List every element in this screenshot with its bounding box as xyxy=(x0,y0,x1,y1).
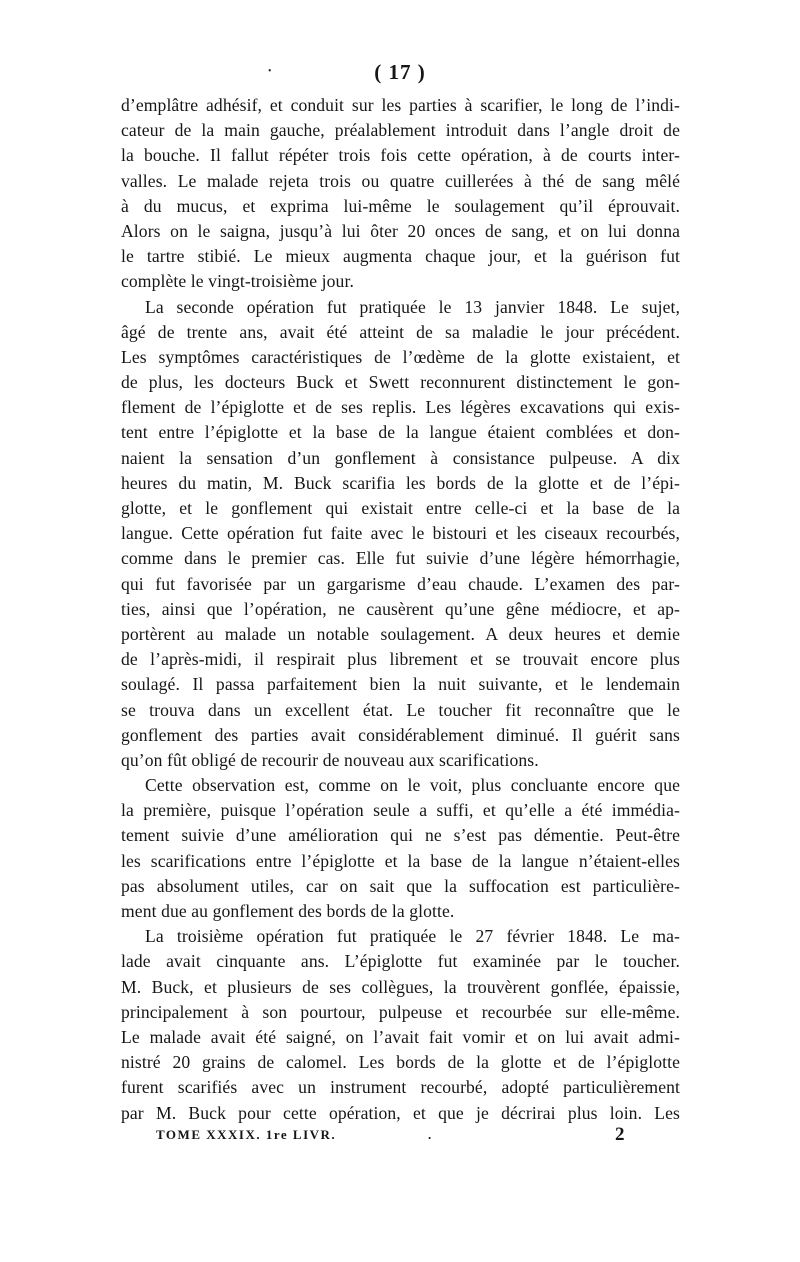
text-line: furent scarifiés avec un instrument recourbé, adopté particulièrement xyxy=(121,1077,680,1098)
text-line: lade avait cinquante ans. L’épiglotte fut examinée par le toucher. xyxy=(121,951,680,972)
text-line: langue. Cette opération fut faite avec le bistouri et les ciseaux recourbés, xyxy=(121,523,680,544)
text-line: soulagé. Il passa parfaitement bien la nuit suivante, et le lendemain xyxy=(121,674,680,695)
text-line: qu’on fût obligé de recourir de nouveau aux scarifications. xyxy=(121,749,539,770)
text-line: la première, puisque l’opération seule a suffi, et qu’elle a été immédia- xyxy=(121,800,680,821)
text-line: Le malade avait été saigné, on l’avait fait vomir et on lui avait admi- xyxy=(121,1026,680,1047)
page-number: ( 17 ) xyxy=(374,60,426,84)
text-line: glotte, et le gonflement qui existait entre celle-ci et la base de la xyxy=(121,498,680,518)
text-line: ties, ainsi que l’opération, ne causèrent qu’une gêne médiocre, et ap- xyxy=(121,598,680,619)
text-line: les scarifications entre l’épiglotte et la base de la langue n’étaient-elles xyxy=(121,850,680,871)
text-line: nistré 20 grains de calomel. Les bords de la glotte et de l’épiglotte xyxy=(121,1052,680,1073)
text-line: de plus, les docteurs Buck et Swett reconnurent distinctement le gon- xyxy=(121,372,680,393)
text-line: ment due au gonflement des bords de la glotte. xyxy=(121,901,455,921)
text-line: valles. Le malade rejeta trois ou quatre cuillerées à thé de sang mêlé xyxy=(121,170,680,191)
volume-signature: TOME XXXIX. 1re LIVR. xyxy=(156,1127,337,1142)
text-line: par M. Buck pour cette opération, et que je décrirai plus loin. Les xyxy=(121,1102,680,1123)
text-line: flement de l’épiglotte et de ses replis. Les légères excavations qui exis- xyxy=(121,397,680,418)
text-line: de l’après-midi, il respirait plus librement et se trouvait encore plus xyxy=(121,649,680,670)
text-line: la bouche. Il fallut répéter trois fois cette opération, à de courts inter- xyxy=(121,145,680,166)
sheet-number: 2 xyxy=(615,1124,626,1145)
text-line: portèrent au malade un notable soulagement. A deux heures et demie xyxy=(121,623,680,644)
text-line: se trouva dans un excellent état. Le toucher fit reconnaître que le xyxy=(121,699,680,720)
text-line: La seconde opération fut pratiquée le 13 janvier 1848. Le sujet, xyxy=(145,296,680,317)
text-line: tement suivie d’une amélioration qui ne s’est pas démentie. Peut-être xyxy=(121,825,680,846)
stray-mark: • xyxy=(268,66,272,77)
text-line: le tartre stibié. Le mieux augmenta chaque jour, et la guérison fut xyxy=(121,246,680,267)
text-line: heures du matin, M. Buck scarifia les bords de la glotte et de l’épi- xyxy=(121,472,680,493)
text-line: âgé de trente ans, avait été atteint de sa maladie le jour précédent. xyxy=(121,321,680,342)
text-line: qui fut favorisée par un gargarisme d’eau chaude. L’examen des par- xyxy=(121,573,680,594)
body-text xyxy=(121,93,680,1126)
page-footer xyxy=(156,1124,626,1147)
text-line: cateur de la main gauche, préalablement introduit dans l’angle droit de xyxy=(121,120,680,141)
text-line: gonflement des parties avait considérablement diminué. Il guérit sans xyxy=(121,724,680,745)
text-line: pas absolument utiles, car on sait que la suffocation est particulière- xyxy=(121,875,680,896)
text-line: M. Buck, et plusieurs de ses collègues, la trouvèrent gonflée, épaissie, xyxy=(121,976,680,997)
text-line: Cette observation est, comme on le voit, plus concluante encore que xyxy=(145,775,680,796)
text-line: comme dans le premier cas. Elle fut suivie d’une légère hémorrhagie, xyxy=(121,548,680,569)
text-line: Les symptômes caractéristiques de l’œdème de la glotte existaient, et xyxy=(121,346,680,367)
text-line: complète le vingt-troisième jour. xyxy=(121,271,354,292)
text-line: La troisième opération fut pratiquée le 27 février 1848. Le ma- xyxy=(145,926,680,947)
text-line: d’emplâtre adhésif, et conduit sur les parties à scarifier, le long de l’indi- xyxy=(121,95,680,115)
text-line: naient la sensation d’un gonflement à consistance pulpeuse. A dix xyxy=(121,447,680,468)
footer-dot: . xyxy=(428,1127,433,1142)
text-line: principalement à son pourtour, pulpeuse et recourbée sur elle-même. xyxy=(121,1001,680,1022)
text-line: à du mucus, et exprima lui-même le soulagement qu’il éprouvait. xyxy=(121,195,680,216)
text-line: tent entre l’épiglotte et la base de la langue étaient comblées et don- xyxy=(121,422,680,443)
text-line: Alors on le saigna, jusqu’à lui ôter 20 onces de sang, et on lui donna xyxy=(121,220,680,241)
